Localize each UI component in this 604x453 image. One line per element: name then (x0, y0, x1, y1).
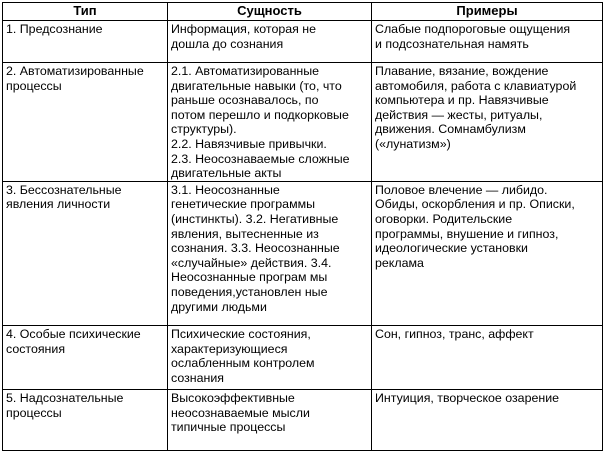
essence-line: Психические состояния, (171, 326, 311, 341)
examples-line: Слабые подпороговые ощущения (375, 22, 571, 36)
table-header-row (3, 3, 603, 21)
essence-line: сознания. 3.3. Неосознанные (171, 241, 340, 256)
type-cell (3, 181, 168, 325)
essence-line: структуры). (171, 122, 237, 137)
examples-line: Половое влечение — либидо. (375, 182, 548, 197)
essence-line: поведения,установлен ные (171, 284, 328, 299)
essence-line: двигательные акты (171, 166, 282, 181)
header-essence: Сущность (168, 3, 372, 21)
type-line: 2. Автоматизированные (6, 64, 144, 79)
types-table (2, 2, 603, 451)
examples-line: («лунатизм») (375, 136, 451, 151)
examples-cell (372, 181, 603, 325)
type-cell (3, 21, 168, 63)
essence-line: двигательные навыки (то, что (171, 78, 342, 93)
essence-line: потом перешло и подкорковые (171, 107, 349, 122)
essence-line: Информация, которая не (171, 22, 317, 36)
examples-line: Интуиция, творческое озарение (375, 390, 560, 405)
essence-line: Высокоэффективные (171, 390, 295, 405)
essence-cell (168, 181, 372, 325)
essence-line: 2.2. Навязчивые привычки. (171, 136, 327, 151)
examples-line: движения. Сомнамбулизм (375, 122, 526, 137)
essence-line: ослабленным контролем (171, 356, 315, 371)
examples-line: идеологические установки (375, 241, 528, 256)
table-row (3, 21, 603, 63)
type-cell (3, 63, 168, 182)
essence-line: (инстинкты). 3.2. Негативные (171, 212, 339, 227)
essence-line: генетические программы (171, 197, 316, 212)
type-line: процессы (6, 78, 62, 93)
essence-line: характеризующиеся (171, 341, 288, 356)
type-line: 4. Особые психические (6, 326, 141, 341)
examples-cell (372, 325, 603, 389)
table-row (3, 181, 603, 325)
essence-line: раньше осознавалось, по (171, 93, 319, 108)
essence-line: 2.3. Неосознаваемые сложные (171, 151, 350, 166)
examples-line: реклама (375, 255, 424, 270)
type-cell (3, 389, 168, 450)
essence-cell (168, 63, 372, 182)
type-line: 5. Надсознательные (6, 390, 124, 405)
table-row (3, 63, 603, 182)
examples-line: Сон, гипноз, транс, аффект (375, 326, 534, 341)
essence-line: 2.1. Автоматизированные (171, 64, 320, 79)
essence-line: неосознаваемые мысли (171, 405, 310, 420)
examples-line: действия — жесты, ритуалы, (375, 107, 543, 122)
examples-line: программы, внушение и гипноз, (375, 226, 559, 241)
essence-line: типичные процессы (171, 420, 286, 435)
examples-cell (372, 389, 603, 450)
type-line: состояния (6, 341, 66, 356)
type-line: процессы (6, 405, 62, 420)
header-type: Тип (3, 3, 168, 21)
essence-line: сознания (171, 370, 224, 385)
type-line: явления личности (6, 197, 111, 212)
examples-cell (372, 21, 603, 63)
essence-line: другими людьми (171, 299, 267, 314)
examples-cell (372, 63, 603, 182)
type-line: 1. Предсознание (6, 22, 103, 36)
type-line: 3. Бессознательные (6, 182, 122, 197)
table-row (3, 389, 603, 450)
essence-line: 3.1. Неосознанные (171, 182, 280, 197)
examples-line: оговорки. Родительские (375, 212, 513, 227)
examples-line: Плавание, вязание, вождение (375, 64, 549, 79)
examples-line: Обиды, оскорбления и пр. Описки, (375, 197, 575, 212)
type-cell (3, 325, 168, 389)
essence-line: явления, вытесненные из (171, 226, 319, 241)
essence-line: «случайные» действия. 3.4. (171, 255, 332, 270)
essence-line: Неосознанные програм мы (171, 270, 328, 285)
essence-cell (168, 389, 372, 450)
examples-line: автомобиля, работа с клавиатурой (375, 78, 577, 93)
essence-cell (168, 325, 372, 389)
header-examples: Примеры (372, 3, 603, 21)
essence-line: дошла до сознания (171, 36, 284, 51)
essence-cell (168, 21, 372, 63)
table-row (3, 325, 603, 389)
examples-line: компьютера и пр. Навязчивые (375, 93, 549, 108)
examples-line: и подсознательная намять (375, 36, 529, 51)
